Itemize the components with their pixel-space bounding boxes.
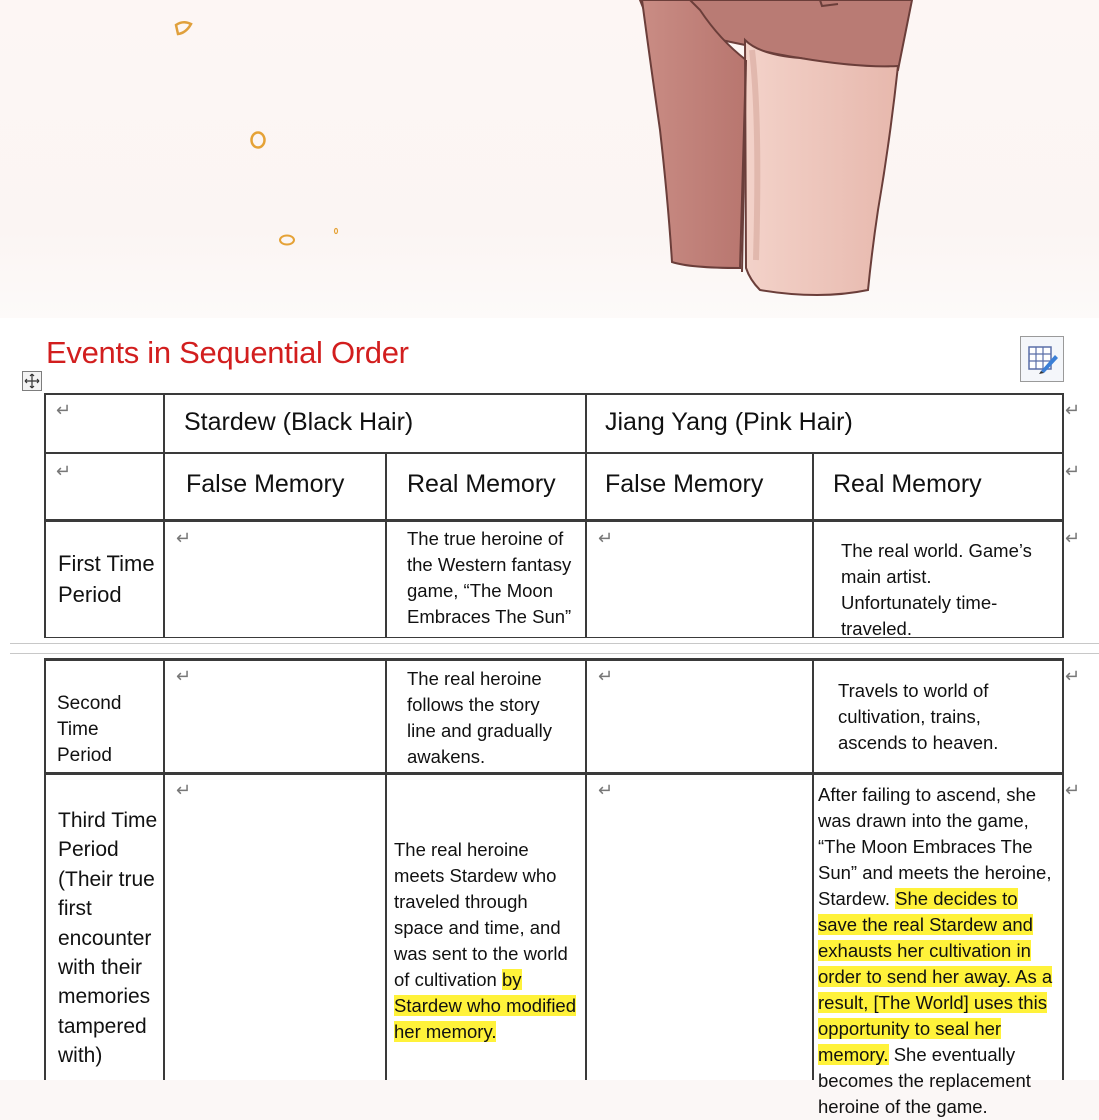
paragraph-mark-icon: ↵ (598, 780, 614, 800)
character-header-stardew[interactable]: Stardew (Black Hair) (184, 408, 414, 436)
cell-first-stardew-real[interactable]: The true heroine of the Western fantasy game, “The Moon Embraces The Sun” (407, 528, 572, 627)
memory-header-jiang-false[interactable]: False Memory (605, 470, 764, 498)
paragraph-mark-icon: ↵ (176, 528, 192, 548)
character-legs-illustration (0, 0, 1099, 330)
cell-second-stardew-real[interactable]: The real heroine follows the story line and gradually awakens. (407, 668, 553, 767)
cell-third-stardew-real[interactable] (394, 837, 580, 1045)
cell-third-stardew-highlight: by Stardew who modified her memory. (394, 969, 577, 1042)
paragraph-mark-icon: ↵ (1065, 400, 1081, 420)
paragraph-mark-icon: ↵ (56, 461, 72, 481)
character-header-jiang-yang[interactable]: Jiang Yang (Pink Hair) (605, 408, 853, 436)
paragraph-mark-icon: ↵ (56, 400, 72, 420)
memory-header-stardew-false[interactable]: False Memory (186, 470, 345, 498)
paragraph-mark-icon: ↵ (598, 528, 614, 548)
table-move-handle-icon[interactable] (22, 371, 42, 391)
cell-first-jiang-real[interactable]: The real world. Game’s main artist. Unfortunately time-traveled. (841, 540, 1032, 639)
paragraph-mark-icon: ↵ (1065, 461, 1081, 481)
paragraph-mark-icon: ↵ (176, 780, 192, 800)
row-label-second-period[interactable]: Second Time Period (57, 693, 122, 766)
paragraph-mark-icon: ↵ (598, 666, 614, 686)
cell-second-jiang-real[interactable]: Travels to world of cultivation, trains, ascends to heaven. (838, 680, 999, 753)
cell-third-stardew-text: The real heroine meets Stardew who traveled through space and time, and was sent to the world of cultivation (394, 839, 568, 990)
cell-third-jiang-tail: She eventually becomes the replacement heroine of the game. (818, 1044, 1031, 1117)
manhua-artwork (0, 0, 1099, 330)
cell-third-jiang-highlight: She decides to save the real Stardew and exhausts her cultivation in order to send her away. As a result, [The World] uses this opportunity to seal her memory. (818, 888, 1053, 1065)
paragraph-mark-icon: ↵ (176, 666, 192, 686)
paragraph-mark-icon: ↵ (1065, 528, 1081, 548)
paragraph-mark-icon: ↵ (1065, 666, 1081, 686)
row-label-third-period[interactable]: Third Time Period (Their true first encounter with their memories tampered with) (58, 809, 158, 1068)
memory-header-stardew-real[interactable]: Real Memory (407, 470, 556, 498)
cell-third-jiang-text: After failing to ascend, she was drawn into the game, “The Moon Embraces The Sun” and meets the heroine, Stardew. (818, 784, 1052, 909)
quick-tables-icon[interactable] (1020, 336, 1064, 382)
cell-third-jiang-real[interactable] (818, 782, 1060, 1120)
paragraph-mark-icon: ↵ (1065, 780, 1081, 800)
document-title: Events in Sequential Order (46, 335, 409, 370)
memory-header-jiang-real[interactable]: Real Memory (833, 470, 982, 498)
row-label-first-period[interactable]: First Time Period (58, 551, 155, 607)
